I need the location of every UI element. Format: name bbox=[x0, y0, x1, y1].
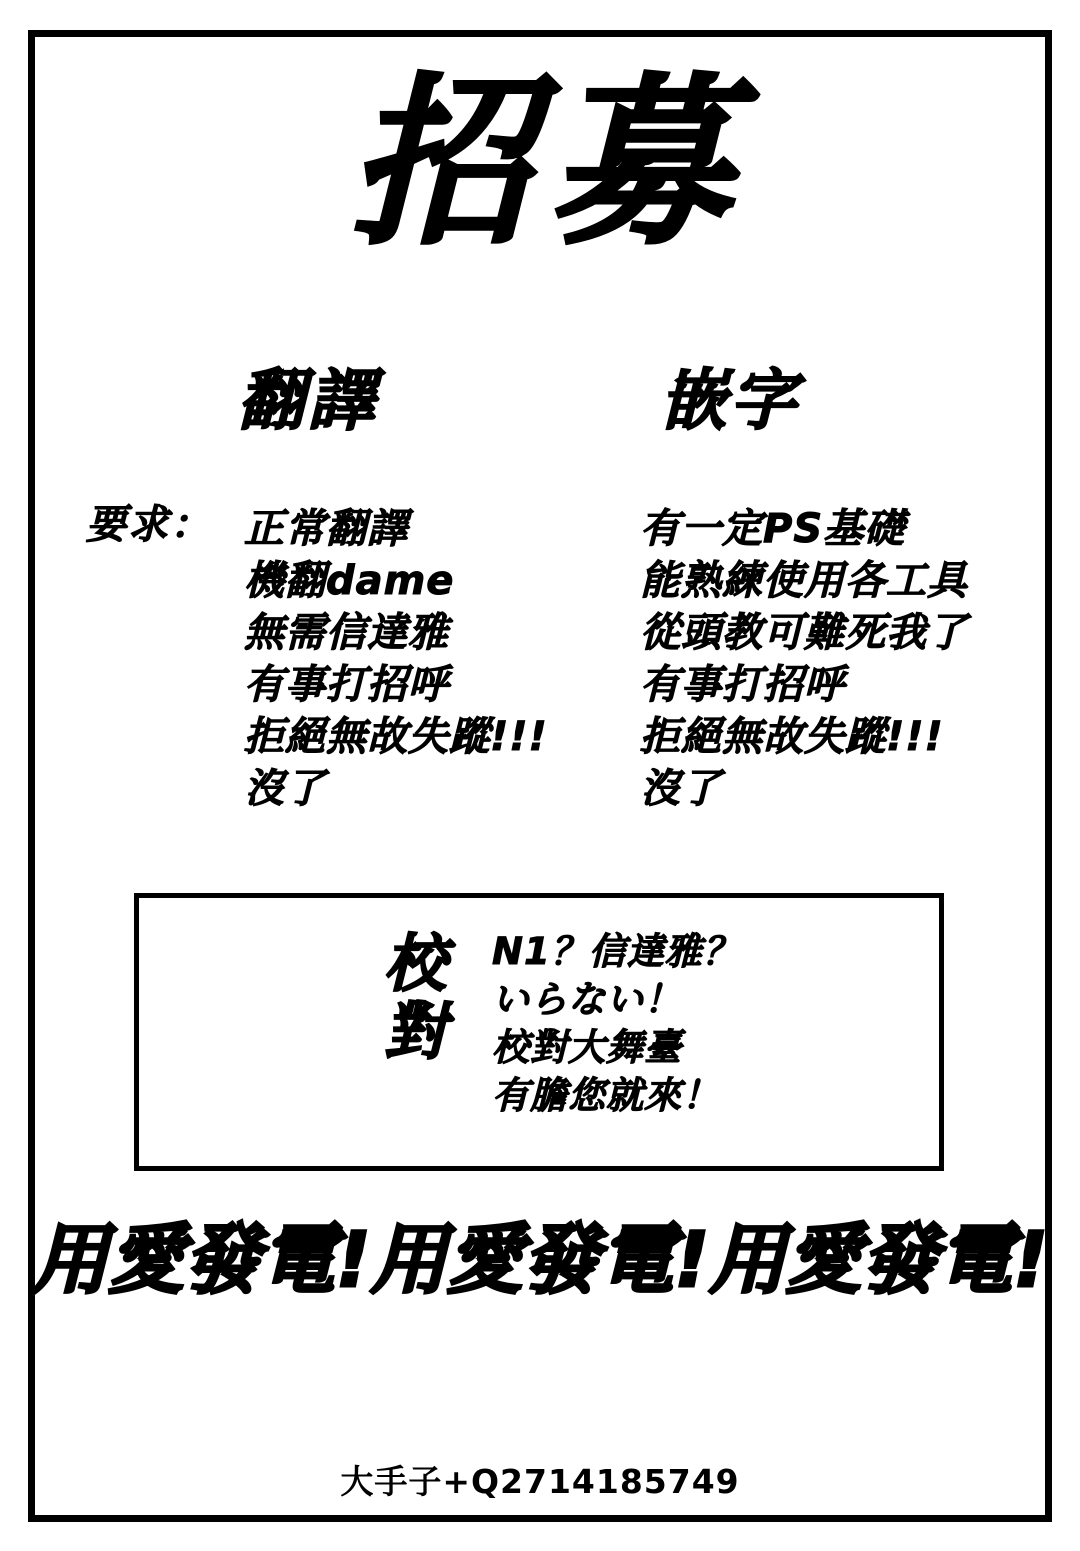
requirement-list-translation bbox=[244, 503, 548, 815]
list-item: 校對大舞臺 bbox=[492, 1026, 682, 1069]
proofread-tag-line-2: 對 bbox=[383, 995, 446, 1068]
list-item: 有一定PS基礎 bbox=[640, 506, 906, 552]
proofread-tag bbox=[355, 927, 475, 1068]
list-item: 正常翻譯 bbox=[244, 506, 408, 552]
requirement-list-typesetting bbox=[640, 503, 968, 815]
list-item: N1？信達雅？ bbox=[492, 930, 741, 973]
list-item: 有膽您就來！ bbox=[492, 1074, 720, 1117]
list-item: 機翻dame bbox=[244, 558, 455, 604]
list-item: 拒絕無故失蹤!!! bbox=[640, 714, 944, 760]
page-title: 招募 bbox=[349, 57, 749, 269]
list-item: 從頭教可難死我了 bbox=[640, 610, 968, 656]
list-item: 沒了 bbox=[640, 766, 722, 812]
list-item: いらない！ bbox=[492, 978, 682, 1021]
list-item: 有事打招呼 bbox=[640, 662, 845, 708]
list-item: 無需信達雅 bbox=[244, 610, 449, 656]
proofread-tag-line-1: 校 bbox=[383, 927, 446, 1000]
list-item: 有事打招呼 bbox=[244, 662, 449, 708]
column-heading-translation: 翻譯 bbox=[238, 362, 378, 439]
list-item: 拒絕無故失蹤!!! bbox=[244, 714, 548, 760]
contact-footer: 大手子+Q2714185749 bbox=[340, 1462, 740, 1501]
list-item: 沒了 bbox=[244, 766, 326, 812]
list-item: 能熟練使用各工具 bbox=[640, 558, 968, 604]
proofread-lines bbox=[492, 928, 741, 1120]
column-heading-typesetting: 嵌字 bbox=[660, 362, 800, 439]
slogan-text: 用愛發電!用愛發電!用愛發電! bbox=[32, 1215, 1048, 1304]
requirement-label: 要求： bbox=[86, 502, 212, 548]
